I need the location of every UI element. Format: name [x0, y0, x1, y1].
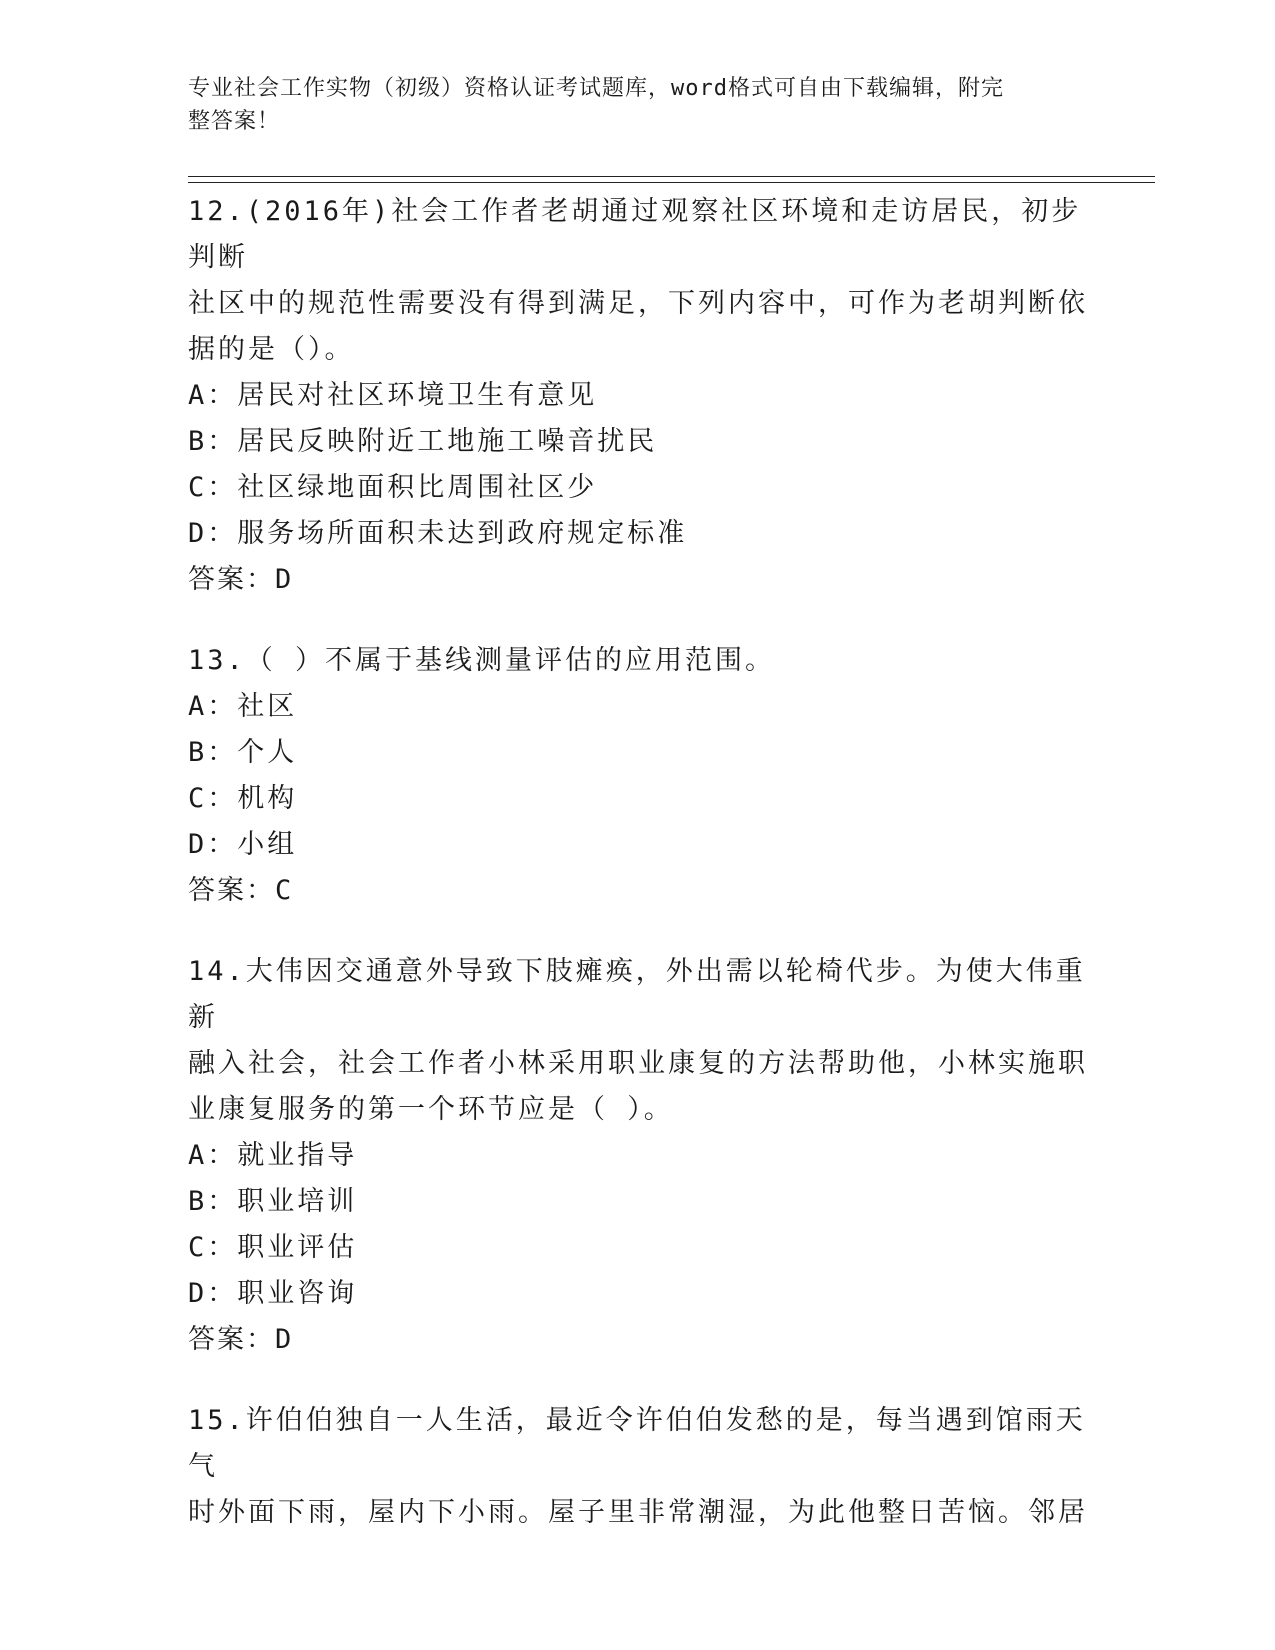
answer-label: 答案： [188, 875, 275, 906]
option-b: B：个人 [188, 737, 298, 768]
stem-line: 业康复服务的第一个环节应是（ ）。 [188, 1094, 674, 1125]
stem-line: 13.（ ）不属于基线测量评估的应用范围。 [188, 645, 776, 676]
question-stem [188, 949, 1088, 1133]
stem-line: 社区中的规范性需要没有得到满足，下列内容中，可作为老胡判断依 [188, 288, 1088, 319]
option-d: D：服务场所面积未达到政府规定标准 [188, 518, 688, 549]
stem-line: 15.许伯伯独自一人生活，最近令许伯伯发愁的是，每当遇到馆雨天气 [188, 1405, 1086, 1482]
header-divider-bottom [188, 182, 1155, 183]
option-c: C：机构 [188, 783, 298, 814]
header-divider-top [188, 176, 1155, 177]
answer-value: D [275, 564, 294, 595]
answer-label: 答案： [188, 564, 275, 595]
stem-line: 12.(2016年)社会工作者老胡通过观察社区环境和走访居民，初步判断 [188, 196, 1082, 273]
question-stem [188, 638, 1088, 684]
answer-line [188, 868, 1088, 914]
option-c: C：社区绿地面积比周围社区少 [188, 472, 598, 503]
stem-line: 据的是（）。 [188, 334, 355, 365]
option-b: B：职业培训 [188, 1186, 358, 1217]
header-line-1: 专业社会工作实物（初级）资格认证考试题库，word格式可自由下载编辑，附完 [188, 76, 1004, 101]
answer-line [188, 1317, 1088, 1363]
option-c: C：职业评估 [188, 1232, 358, 1263]
option-b: B：居民反映附近工地施工噪音扰民 [188, 426, 658, 457]
answer-value: D [275, 1324, 294, 1355]
option-a: A：就业指导 [188, 1140, 358, 1171]
stem-line: 14.大伟因交通意外导致下肢瘫痪，外出需以轮椅代步。为使大伟重新 [188, 956, 1086, 1033]
stem-line: 融入社会，社会工作者小林采用职业康复的方法帮助他，小林实施职 [188, 1048, 1088, 1079]
option-a: A：居民对社区环境卫生有意见 [188, 380, 598, 411]
question-12 [188, 189, 1088, 603]
question-stem [188, 189, 1088, 373]
question-list [188, 189, 1088, 1571]
question-stem [188, 1398, 1088, 1536]
option-d: D：小组 [188, 829, 298, 860]
question-15 [188, 1398, 1088, 1536]
document-header [188, 72, 1068, 138]
question-14 [188, 949, 1088, 1363]
option-d: D：职业咨询 [188, 1278, 358, 1309]
header-line-2: 整答案！ [188, 109, 281, 134]
stem-line: 时外面下雨，屋内下小雨。屋子里非常潮湿，为此他整日苦恼。邻居 [188, 1497, 1088, 1528]
answer-label: 答案： [188, 1324, 275, 1355]
question-13 [188, 638, 1088, 914]
option-a: A：社区 [188, 691, 298, 722]
answer-line [188, 557, 1088, 603]
answer-value: C [275, 875, 294, 906]
